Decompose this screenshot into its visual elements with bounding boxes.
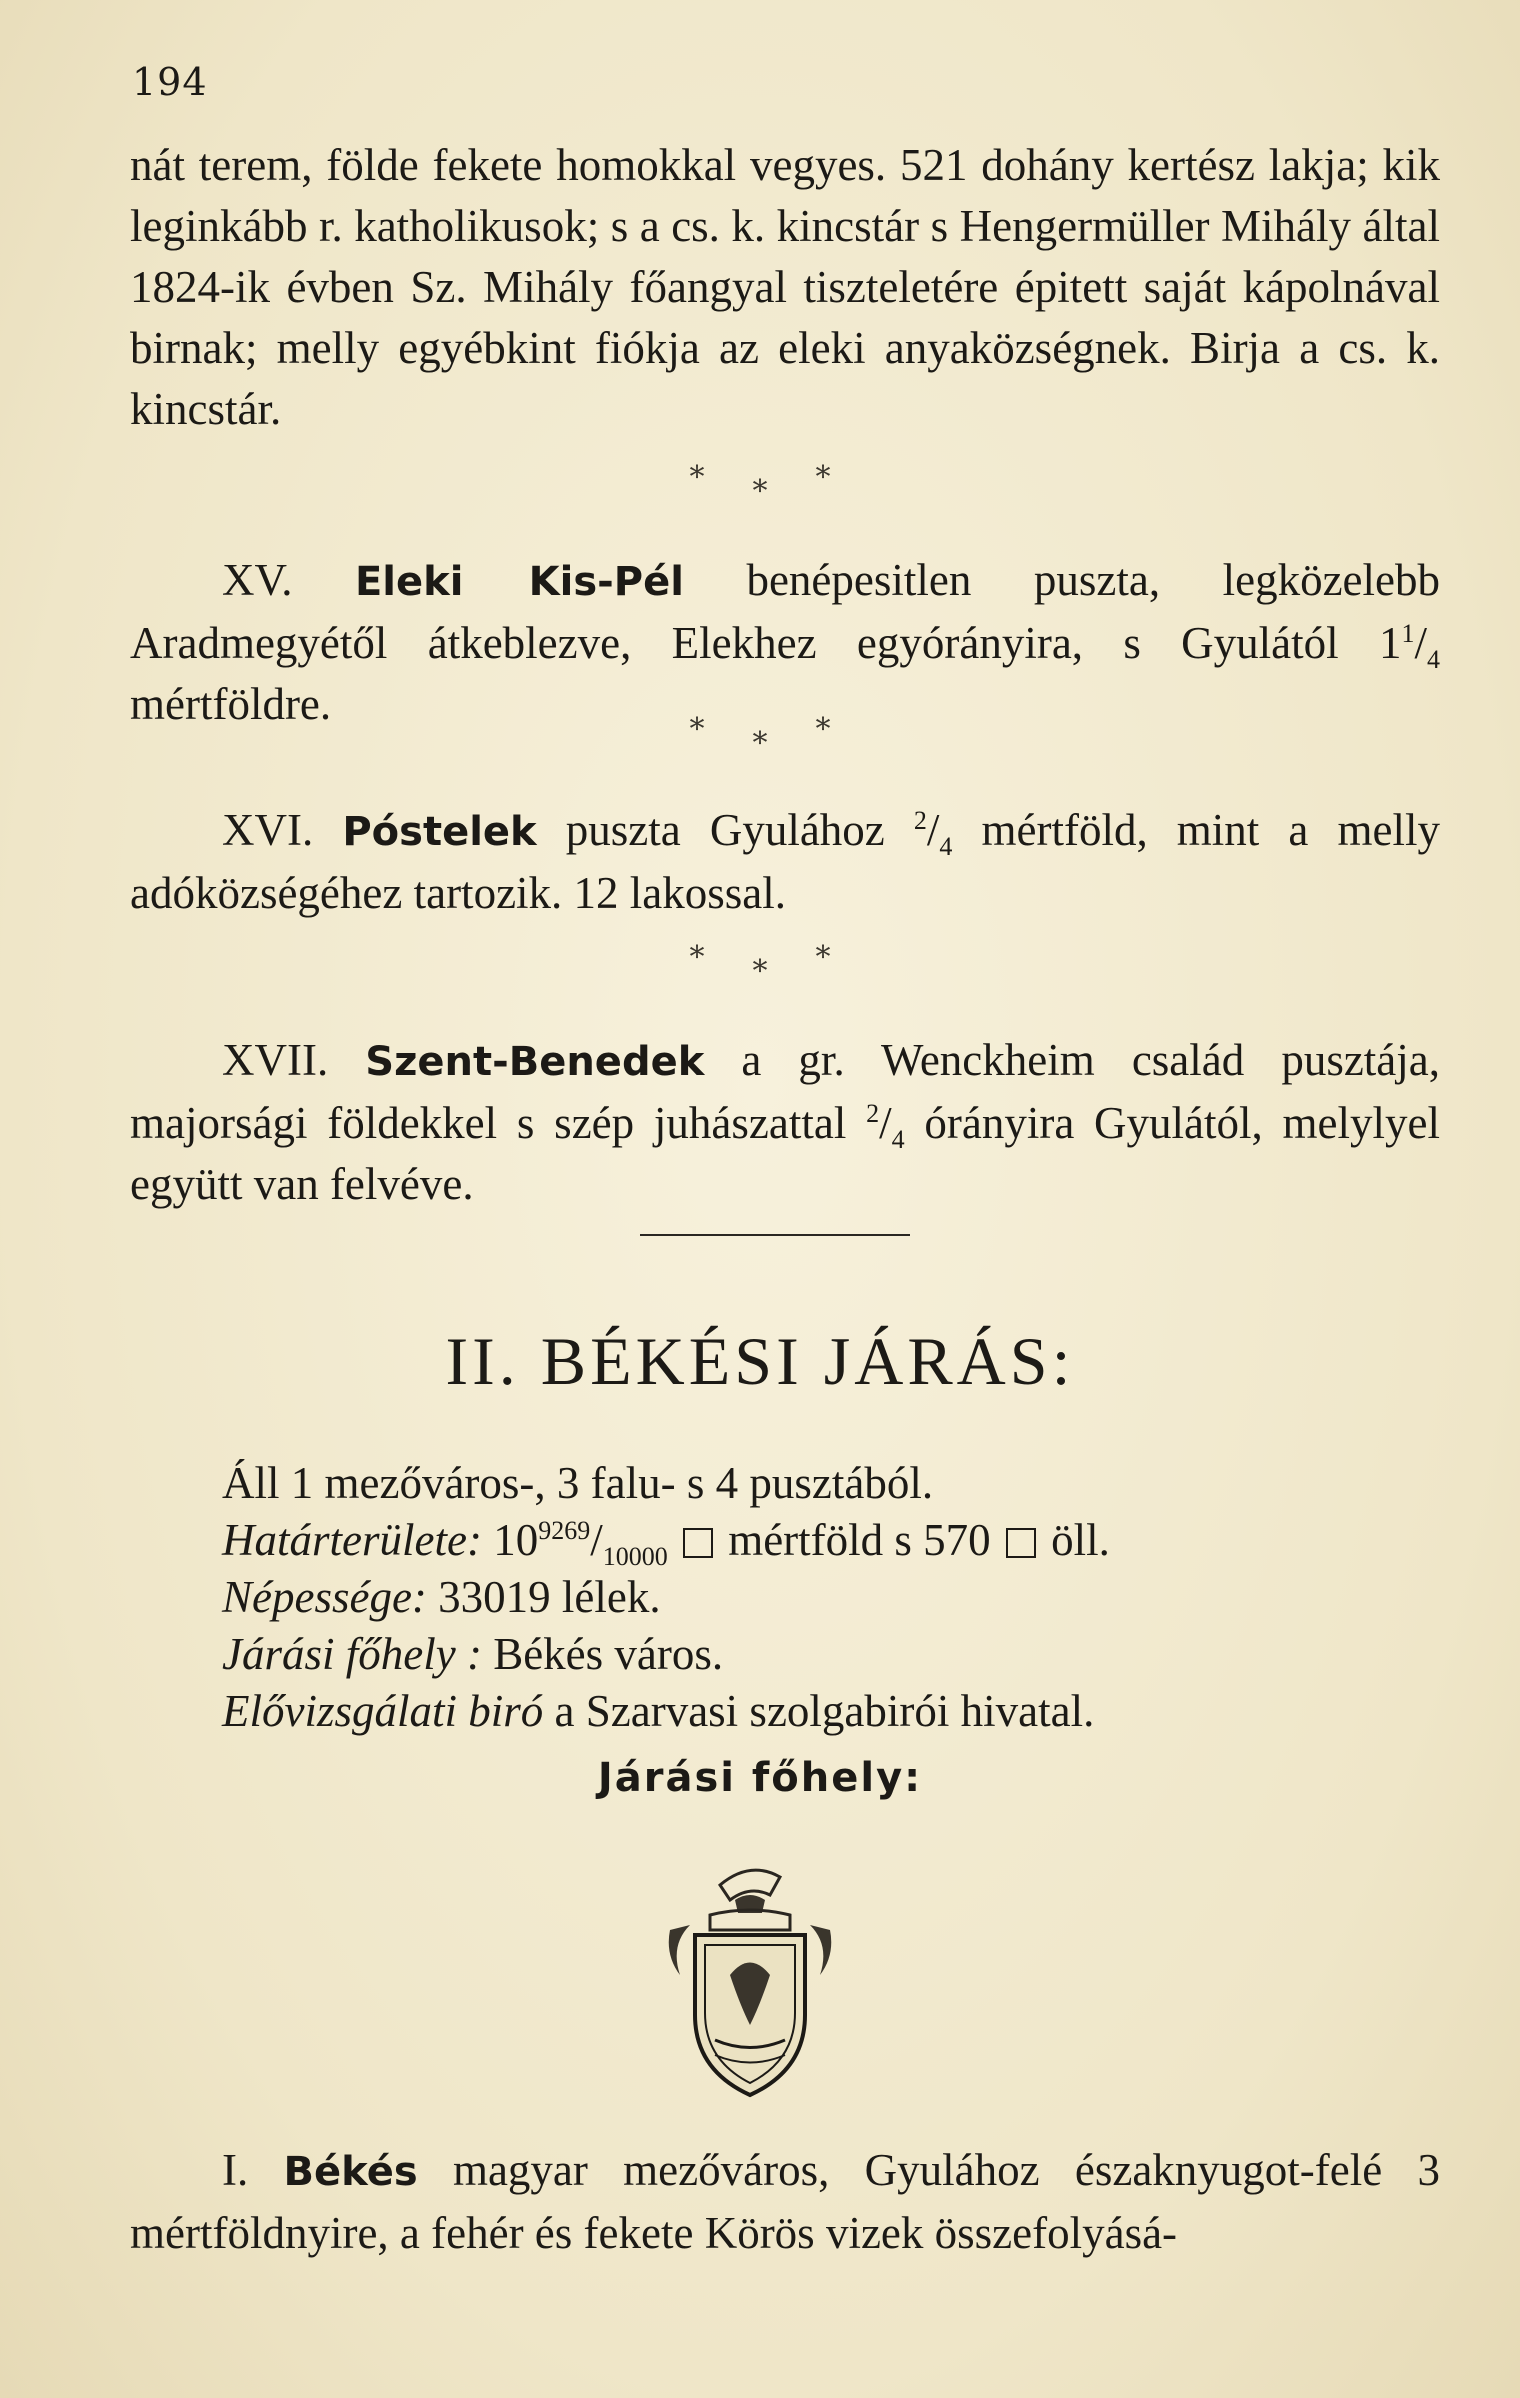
- entry-xvi: XVI. Póstelek puszta Gyulához $^2/_4$ mértföld, mint a melly adóközségéhez tartozik. 12 lakossal.: [130, 805, 1440, 918]
- fraction-numerator: 1: [1401, 619, 1415, 648]
- seat-label: Járási főhely :: [222, 1629, 482, 1679]
- square-icon: [683, 1528, 713, 1558]
- composition-line: Áll 1 mezőváros-, 3 falu- s 4 pusztából.: [222, 1458, 934, 1508]
- section-info: [222, 1455, 1442, 1740]
- subheading: Járási főhely:: [597, 1755, 923, 1801]
- entry-text-end: mértföldre.: [130, 679, 332, 729]
- entry-text-end: órányira Gyulától, melylyel együtt van felvéve.: [130, 1098, 1440, 1209]
- fraction-denominator: 4: [891, 1125, 905, 1154]
- final-paragraph: [130, 2140, 1440, 2264]
- area-unit: mértföld s 570: [728, 1515, 991, 1565]
- page-number: 194: [132, 60, 208, 104]
- entry-numeral: XVI.: [222, 805, 314, 855]
- entry-name: Póstelek: [342, 809, 537, 855]
- entry-text: puszta Gyulához: [565, 805, 914, 855]
- fraction-numerator: 2: [913, 806, 927, 835]
- separator-asterisks: * * *: [689, 940, 831, 989]
- fraction-denominator: 4: [939, 832, 953, 861]
- entry-text: benépesitlen puszta, legközelebb Aradmegyétől átkeblezve, Elekhez egyórányira, s Gyulától 1: [130, 555, 1440, 668]
- separator-asterisks: * * *: [689, 460, 831, 509]
- intro-paragraph: nát terem, földe fekete homokkal vegyes. 521 dohány kertész lakja; kik leginkább r. katholikusok; s a cs. k. kincstár s Hengermüller Mihály által 1824-ik évben Sz. Mihály főangyal tiszteletére épitett saját kápolnával birnak; melly egyébkint fiókja az eleki anyaközségnek. Birja a cs. k. kincstár.: [130, 140, 1440, 434]
- fraction-numerator: 2: [866, 1099, 880, 1128]
- entry-numeral: XVII.: [222, 1035, 329, 1085]
- entry-numeral: I.: [222, 2145, 249, 2195]
- coat-of-arms-icon: [650, 1855, 850, 2105]
- entry-name: Békés: [283, 2149, 418, 2195]
- square-icon: [1006, 1528, 1036, 1558]
- population-value: 33019 lélek.: [438, 1572, 661, 1622]
- separator-asterisks: * * *: [689, 712, 831, 761]
- section-heading: II. BÉKÉSI JÁRÁS:: [445, 1323, 1075, 1399]
- entry-xvii: XVII. Szent-Benedek a gr. Wenckheim család pusztája, majorsági földekkel s szép juhászattal $^2/_4$ órányira Gyulától, melylyel együtt van felvéve.: [130, 1035, 1441, 1209]
- fraction-denominator: 4: [1427, 645, 1440, 674]
- section-divider: [640, 1234, 910, 1236]
- court-label: Elővizsgálati biró: [222, 1686, 544, 1736]
- entry-name: Szent-Benedek: [365, 1039, 705, 1085]
- population-label: Népessége:: [222, 1572, 427, 1622]
- entry-xv: XV. Eleki Kis-Pél benépesitlen puszta, legközelebb Aradmegyétől átkeblezve, Elekhez egyórányira, s Gyulától $1^1/_4$ mértföldre.: [130, 555, 1440, 729]
- area-numerator: 9269: [538, 1516, 591, 1545]
- area-denominator: 10000: [602, 1542, 668, 1571]
- population-line: [222, 1569, 1442, 1626]
- entry-text: a gr. Wenckheim család pusztája, majorsági földekkel s szép juhászattal: [130, 1035, 1441, 1148]
- area-unit2: öll.: [1051, 1515, 1110, 1565]
- area-line: Határterülete: $10^{9269}/_{10000}$ mértföld s 570 öll.: [222, 1515, 1110, 1571]
- entry-text-end: mértföld, mint a melly adóközségéhez tartozik. 12 lakossal.: [130, 805, 1440, 918]
- entry-name: Eleki Kis-Pél: [354, 559, 684, 605]
- area-label: Határterülete:: [222, 1515, 482, 1565]
- entry-numeral: XV.: [222, 555, 293, 605]
- court-value: a Szarvasi szolgabirói hivatal.: [554, 1686, 1095, 1736]
- seat-value: Békés város.: [493, 1629, 724, 1679]
- area-whole: 10: [493, 1515, 539, 1565]
- entry-text: magyar mezőváros, Gyulához északnyugot-felé 3 mértföldnyire, a fehér és fekete Körös vizek összefolyásá-: [130, 2145, 1441, 2258]
- seat-line: [222, 1626, 1442, 1683]
- court-line: [222, 1683, 1442, 1740]
